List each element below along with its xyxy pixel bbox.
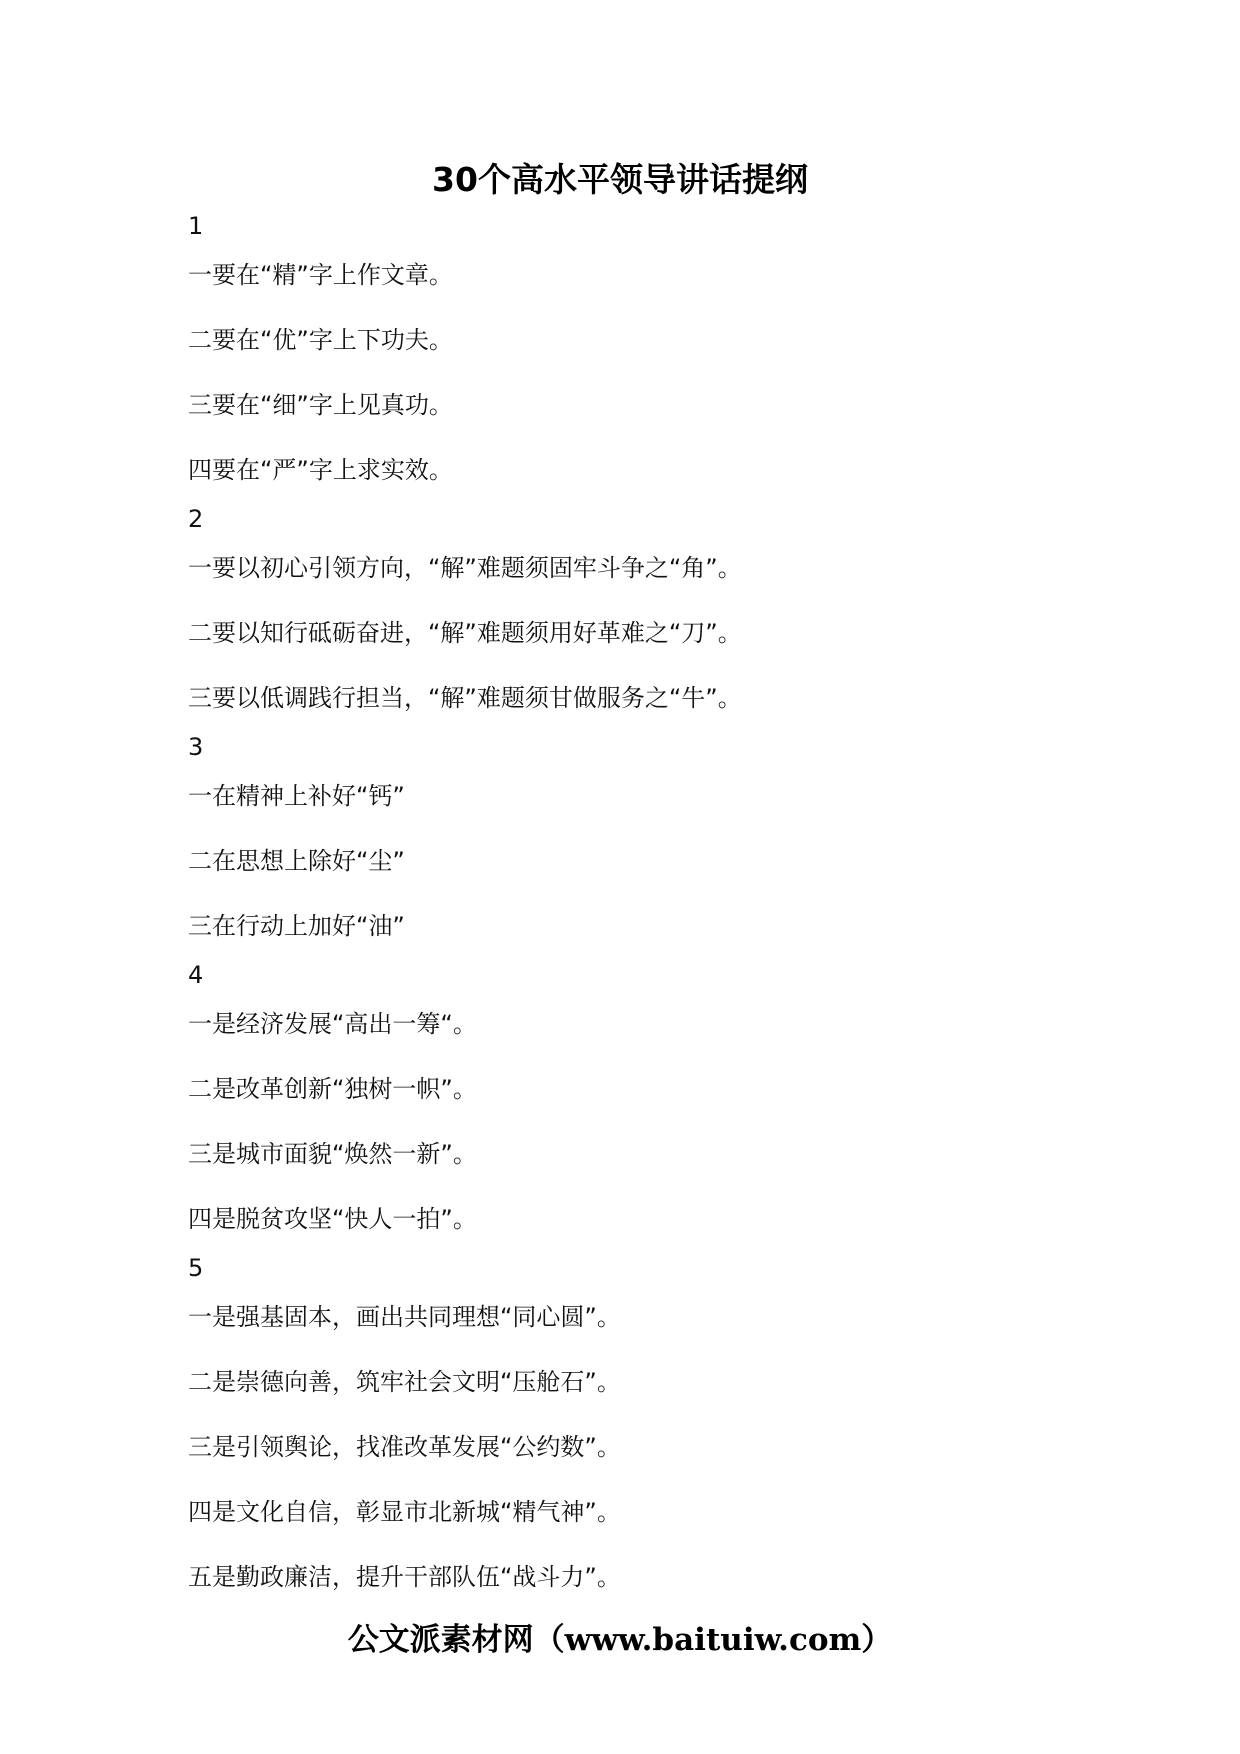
outline-line: 一是强基固本，画出共同理想“同心圆”。 — [188, 1303, 621, 1331]
outline-line: 四是脱贫攻坚“快人一拍”。 — [188, 1205, 477, 1233]
footer-source: 公文派素材网（www.baituiw.com） — [347, 1622, 893, 1658]
outline-line: 二要以知行砥砺奋进，“解”难题须用好革难之“刀”。 — [188, 619, 742, 647]
outline-line: 一在精神上补好“钙” — [188, 782, 405, 810]
outline-line: 二是改革创新“独树一帜”。 — [188, 1075, 477, 1103]
section-number: 1 — [188, 212, 204, 240]
outline-line: 二要在“优”字上下功夫。 — [188, 326, 453, 354]
outline-line: 五是勤政廉洁，提升干部队伍“战斗力”。 — [188, 1563, 621, 1591]
outline-line: 二在思想上除好“尘” — [188, 847, 405, 875]
section-number: 3 — [188, 733, 204, 761]
outline-line: 四要在“严”字上求实效。 — [188, 456, 453, 484]
section-number: 4 — [188, 961, 204, 989]
outline-line: 三是城市面貌“焕然一新”。 — [188, 1140, 477, 1168]
section-number: 5 — [188, 1254, 204, 1282]
outline-line: 三要以低调践行担当，“解”难题须甘做服务之“牛”。 — [188, 684, 742, 712]
outline-line: 四是文化自信，彰显市北新城“精气神”。 — [188, 1498, 621, 1526]
section-number: 2 — [188, 505, 204, 533]
outline-line: 一是经济发展“高出一筹“。 — [188, 1010, 477, 1038]
outline-line: 一要在“精”字上作文章。 — [188, 261, 453, 289]
outline-line: 三要在“细”字上见真功。 — [188, 391, 453, 419]
outline-line: 三是引领舆论，找准改革发展“公约数”。 — [188, 1433, 621, 1461]
outline-line: 一要以初心引领方向，“解”难题须固牢斗争之“角”。 — [188, 554, 742, 582]
page-title: 30个高水平领导讲话提纲 — [432, 160, 808, 199]
outline-line: 二是崇德向善，筑牢社会文明“压舱石”。 — [188, 1368, 621, 1396]
outline-line: 三在行动上加好“油” — [188, 912, 405, 940]
